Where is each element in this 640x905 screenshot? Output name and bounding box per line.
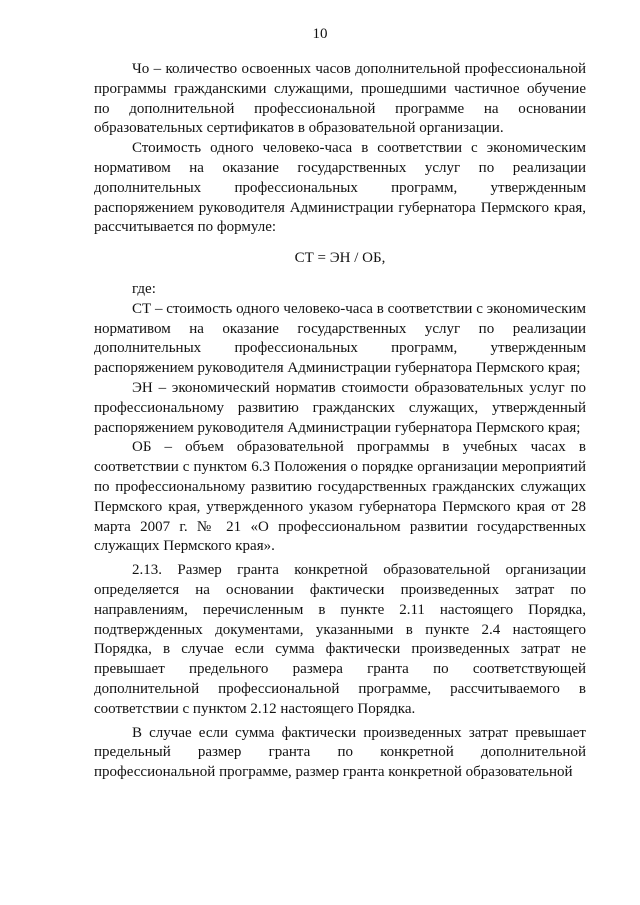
paragraph-hour-cost: Стоимость одного человеко-часа в соответствии с экономическим нормативом на оказание государственных услуг по реализации дополнительных профессиональных программ, утвержденным распоряжением руководителя Администрации губернатора Пермского края, рассчитывается по формуле: <box>94 140 586 236</box>
formula: СТ = ЭН / ОБ, <box>294 250 386 267</box>
document-body <box>94 60 586 783</box>
paragraph-2-13: 2.13. Размер гранта конкретной образовательной организации определяется на основании фактически произведенных затрат по направлениям, перечисленным в пункте 2.11 настоящего Порядка, подтвержденных документами, указанными в пункте 2.4 настоящего Порядка, в случае если сумма фактически произведенных затрат не превышает предельного размера гранта по соответствующей дополнительной профессиональной программе, рассчитываемого в соответствии с пунктом 2.12 настоящего Порядка. <box>94 562 586 717</box>
definition-en: ЭН – экономический норматив стоимости образовательных услуг по профессиональному развитию гражданских служащих, утвержденный распоряжением руководителя Администрации губернатора Пермского края; <box>94 379 586 436</box>
paragraph-cho-definition: Чо – количество освоенных часов дополнительной профессиональной программы гражданскими служащими, прошедшими частичное обучение по дополнительной профессиональной программе на основании образовательных сертификатов в образовательной организации. <box>94 61 586 137</box>
where-label: где: <box>132 280 156 297</box>
definition-st: СТ – стоимость одного человеко-часа в соответствии с экономическим нормативом на оказание государственных услуг по реализации дополнительных профессиональных программ, утвержденным распоряжением руководителя Администрации губернатора Пермского края; <box>94 300 586 377</box>
paragraph-excess-costs: В случае если сумма фактически произведенных затрат превышает предельный размер гранта по конкретной дополнительной профессиональной программе, размер гранта конкретной образовательной <box>94 724 586 781</box>
page-number: 10 <box>312 26 328 42</box>
definition-ob: ОБ – объем образовательной программы в учебных часах в соответствии с пунктом 6.3 Положения о порядке организации мероприятий по профессиональному развитию государственных гражданских служащих Пермского края, утвержденного указом губернатора Пермского края от 28 марта 2007 г. № 21 «О профессиональном развитии государственных служащих Пермского края». <box>94 439 586 555</box>
